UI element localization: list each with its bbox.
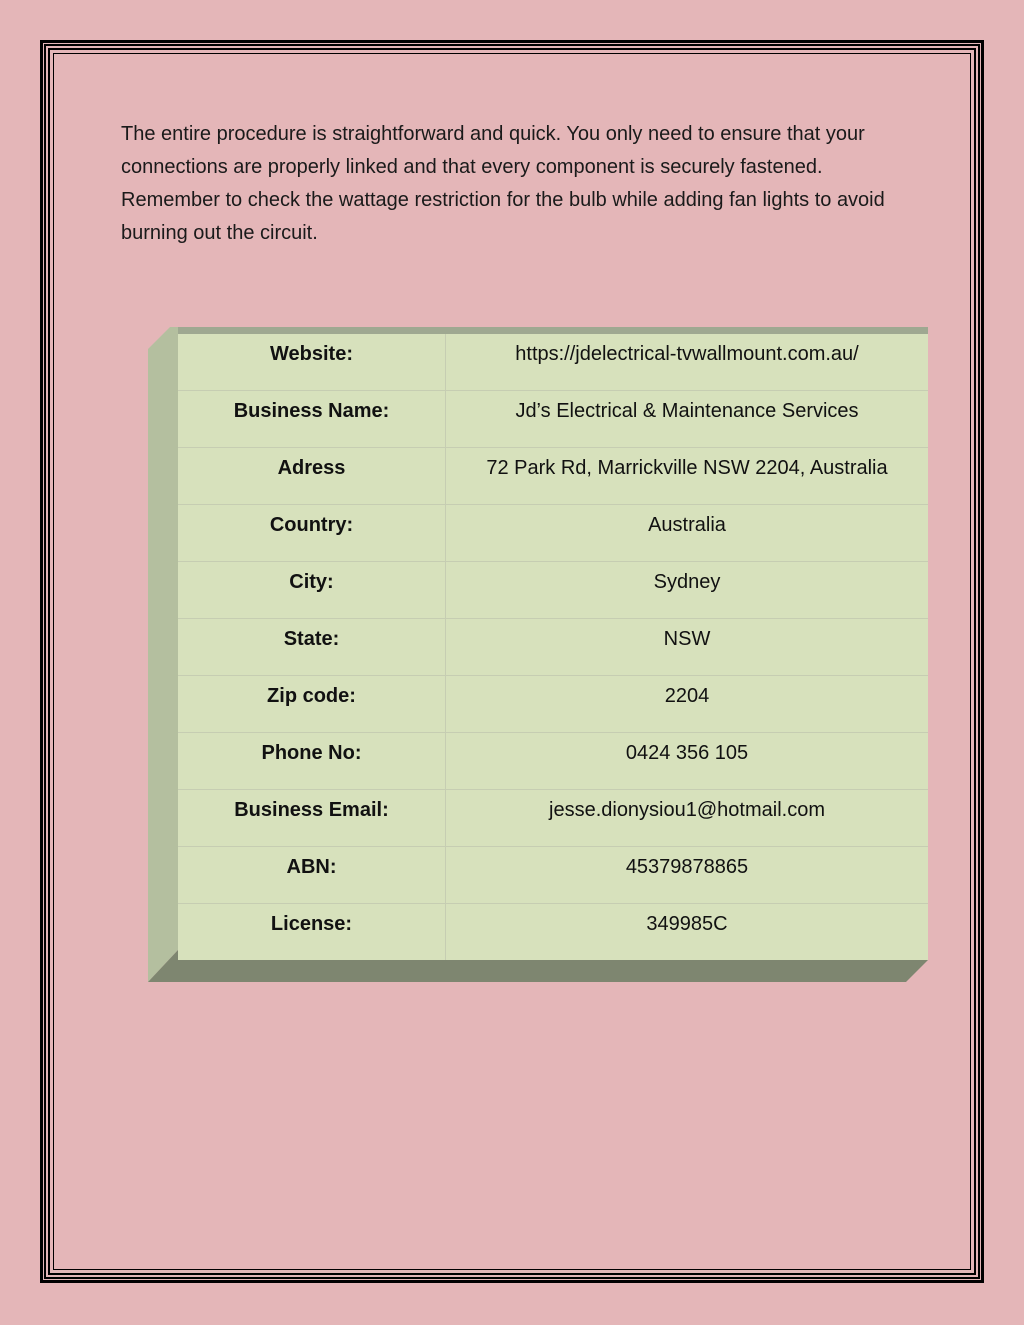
phone-label bbox=[178, 733, 446, 790]
website-value[interactable] bbox=[446, 334, 929, 391]
website-link[interactable]: https://jdelectrical-tvwallmount.com.au/ bbox=[515, 343, 859, 365]
website-label-text: Website: bbox=[270, 343, 353, 365]
abn-label-text: ABN: bbox=[286, 856, 337, 878]
table-row bbox=[178, 505, 928, 562]
zip-code-value-text: 2204 bbox=[664, 685, 710, 707]
address-label bbox=[178, 448, 446, 505]
intro-paragraph: The entire procedure is straightforward and quick. You only need to ensure that your connections are properly linked and that every component is securely fastened. Remember to check the wattage restriction for the bulb while adding fan lights to avoid burning out the circuit. bbox=[121, 123, 885, 244]
state-label bbox=[178, 619, 446, 676]
table-row bbox=[178, 562, 928, 619]
abn-value bbox=[446, 847, 929, 904]
license-label-text: License: bbox=[270, 913, 353, 935]
business-name-label bbox=[178, 391, 446, 448]
license-value bbox=[446, 904, 929, 961]
website-label bbox=[178, 334, 446, 391]
business-name-value bbox=[446, 391, 929, 448]
zip-code-label-text: Zip code: bbox=[267, 685, 356, 707]
state-value bbox=[446, 619, 929, 676]
city-label bbox=[178, 562, 446, 619]
table-row bbox=[178, 619, 928, 676]
country-value bbox=[446, 505, 929, 562]
address-label-text: Adress bbox=[277, 457, 346, 479]
city-value-text: Sydney bbox=[653, 571, 721, 593]
phone-label-text: Phone No: bbox=[261, 742, 362, 764]
table-row bbox=[178, 790, 928, 847]
table-row bbox=[178, 733, 928, 790]
zip-code-value bbox=[446, 676, 929, 733]
business-name-value-text: Jd’s Electrical & Maintenance Services bbox=[515, 400, 859, 422]
business-name-label-text: Business Name: bbox=[233, 400, 390, 422]
table-row bbox=[178, 676, 928, 733]
table-row bbox=[178, 448, 928, 505]
country-label-text: Country: bbox=[269, 514, 354, 536]
email-label-text: Business Email: bbox=[234, 799, 389, 821]
business-info-table bbox=[178, 334, 928, 960]
phone-value-text: 0424 356 105 bbox=[625, 742, 749, 764]
country-label bbox=[178, 505, 446, 562]
table-row bbox=[178, 904, 928, 961]
table-row bbox=[178, 391, 928, 448]
address-value bbox=[446, 448, 929, 505]
table-bevel-top bbox=[170, 327, 928, 334]
phone-value bbox=[446, 733, 929, 790]
table-row bbox=[178, 847, 928, 904]
table-row bbox=[178, 334, 928, 391]
email-value[interactable] bbox=[446, 790, 929, 847]
email-label bbox=[178, 790, 446, 847]
email-link[interactable]: jesse.dionysiou1@hotmail.com bbox=[549, 799, 825, 821]
address-value-text: 72 Park Rd, Marrickville NSW 2204, Australia bbox=[486, 457, 888, 479]
abn-label bbox=[178, 847, 446, 904]
city-label-text: City: bbox=[289, 571, 334, 593]
table-bevel-left bbox=[148, 327, 178, 982]
country-value-text: Australia bbox=[648, 514, 726, 536]
state-value-text: NSW bbox=[663, 628, 711, 650]
license-label bbox=[178, 904, 446, 961]
abn-value-text: 45379878865 bbox=[625, 856, 749, 878]
license-value-text: 349985C bbox=[646, 913, 728, 935]
state-label-text: State: bbox=[283, 628, 340, 650]
city-value bbox=[446, 562, 929, 619]
zip-code-label bbox=[178, 676, 446, 733]
